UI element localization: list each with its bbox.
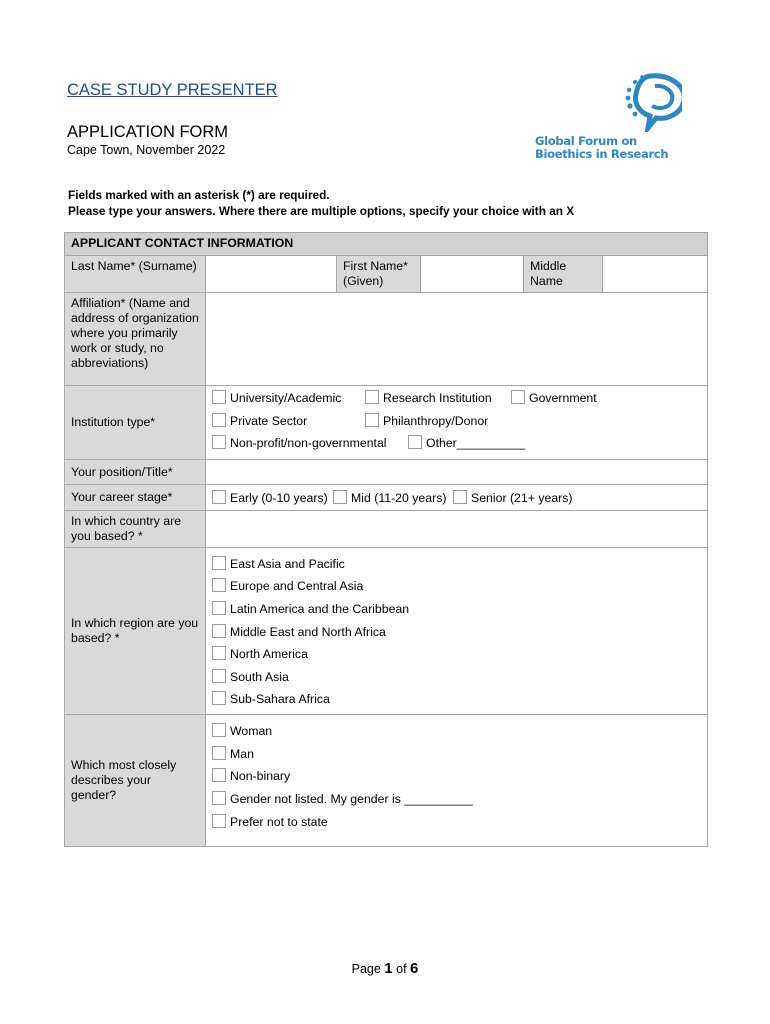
page-footer: [0, 960, 770, 977]
instructions: [68, 188, 574, 219]
checkbox-icon[interactable]: [212, 413, 226, 427]
option-latin-america[interactable]: Latin America and the Caribbean: [212, 601, 409, 617]
checkbox-icon[interactable]: [212, 791, 226, 805]
position-input[interactable]: [206, 460, 708, 485]
checkbox-icon[interactable]: [408, 435, 422, 449]
checkbox-icon[interactable]: [365, 390, 379, 404]
last-name-label: Last Name* (Surname): [65, 256, 206, 293]
logo-text-line2: Bioethics in Research: [535, 147, 669, 161]
checkbox-icon[interactable]: [365, 413, 379, 427]
checkbox-icon[interactable]: [212, 556, 226, 570]
option-private-sector[interactable]: Private Sector: [212, 413, 307, 429]
checkbox-icon[interactable]: [212, 390, 226, 404]
checkbox-icon[interactable]: [212, 624, 226, 638]
gender-options: [206, 715, 708, 847]
option-sub-sahara[interactable]: Sub-Sahara Africa: [212, 691, 330, 707]
option-philanthropy[interactable]: Philanthropy/Donor: [365, 413, 488, 429]
instruction-line-1: Fields marked with an asterisk (*) are required.: [68, 188, 330, 202]
option-early-career[interactable]: Early (0-10 years): [212, 490, 328, 506]
option-university[interactable]: University/Academic: [212, 390, 341, 406]
checkbox-icon[interactable]: [453, 490, 467, 504]
option-south-asia[interactable]: South Asia: [212, 669, 289, 685]
institution-type-label: Institution type*: [65, 386, 206, 460]
first-name-label: First Name* (Given): [337, 256, 421, 293]
position-label: Your position/Title*: [65, 460, 206, 485]
section-header: APPLICANT CONTACT INFORMATION: [65, 233, 708, 256]
option-non-profit[interactable]: Non-profit/non-governmental: [212, 435, 387, 451]
page-label: Page: [351, 962, 381, 976]
option-senior-career[interactable]: Senior (21+ years): [453, 490, 573, 506]
checkbox-icon[interactable]: [212, 646, 226, 660]
affiliation-label: Affiliation* (Name and address of organization where you primarily work or study, no abbreviations): [65, 293, 206, 386]
global-forum-logo: [532, 70, 682, 165]
option-government[interactable]: Government: [511, 390, 597, 406]
option-europe-central-asia[interactable]: Europe and Central Asia: [212, 578, 363, 594]
option-research-institution[interactable]: Research Institution: [365, 390, 492, 406]
country-label: In which country are you based? *: [65, 511, 206, 548]
checkbox-icon[interactable]: [333, 490, 347, 504]
country-input[interactable]: [206, 511, 708, 548]
first-name-input[interactable]: [421, 256, 524, 293]
checkbox-icon[interactable]: [212, 746, 226, 760]
logo-text-line1: Global Forum on: [535, 134, 637, 148]
middle-name-label: Middle Name: [524, 256, 603, 293]
applicant-contact-table: [64, 232, 708, 847]
form-subtitle: Cape Town, November 2022: [67, 143, 226, 157]
option-gender-not-listed[interactable]: Gender not listed. My gender is __________: [212, 791, 473, 807]
option-other[interactable]: Other__________: [408, 435, 525, 451]
institution-type-options: [206, 386, 708, 460]
option-prefer-not-to-state[interactable]: Prefer not to state: [212, 814, 328, 830]
checkbox-icon[interactable]: [212, 669, 226, 683]
checkbox-icon[interactable]: [212, 578, 226, 592]
checkbox-icon[interactable]: [212, 723, 226, 737]
career-stage-options: [206, 485, 708, 511]
checkbox-icon[interactable]: [212, 490, 226, 504]
option-man[interactable]: Man: [212, 746, 254, 762]
option-middle-east[interactable]: Middle East and North Africa: [212, 624, 386, 640]
gender-label: Which most closely describes your gender?: [65, 715, 206, 847]
option-woman[interactable]: Woman: [212, 723, 272, 739]
affiliation-input[interactable]: [206, 293, 708, 386]
option-north-america[interactable]: North America: [212, 646, 308, 662]
option-mid-career[interactable]: Mid (11-20 years): [333, 490, 446, 506]
case-study-title: CASE STUDY PRESENTER: [67, 81, 278, 99]
checkbox-icon[interactable]: [511, 390, 525, 404]
region-label: In which region are you based? *: [65, 548, 206, 715]
career-stage-label: Your career stage*: [65, 485, 206, 511]
region-options: [206, 548, 708, 715]
checkbox-icon[interactable]: [212, 768, 226, 782]
speech-bubble-logo-icon: [532, 70, 682, 132]
option-non-binary[interactable]: Non-binary: [212, 768, 290, 784]
checkbox-icon[interactable]: [212, 691, 226, 705]
page-total: 6: [410, 960, 419, 977]
of-label: of: [396, 962, 407, 976]
page-number: 1: [384, 960, 393, 977]
checkbox-icon[interactable]: [212, 814, 226, 828]
form-title: APPLICATION FORM: [67, 123, 229, 141]
middle-name-input[interactable]: [603, 256, 708, 293]
last-name-input[interactable]: [206, 256, 337, 293]
instruction-line-2: Please type your answers. Where there are multiple options, specify your choice with an X: [68, 203, 575, 218]
option-east-asia[interactable]: East Asia and Pacific: [212, 556, 345, 572]
checkbox-icon[interactable]: [212, 601, 226, 615]
checkbox-icon[interactable]: [212, 435, 226, 449]
